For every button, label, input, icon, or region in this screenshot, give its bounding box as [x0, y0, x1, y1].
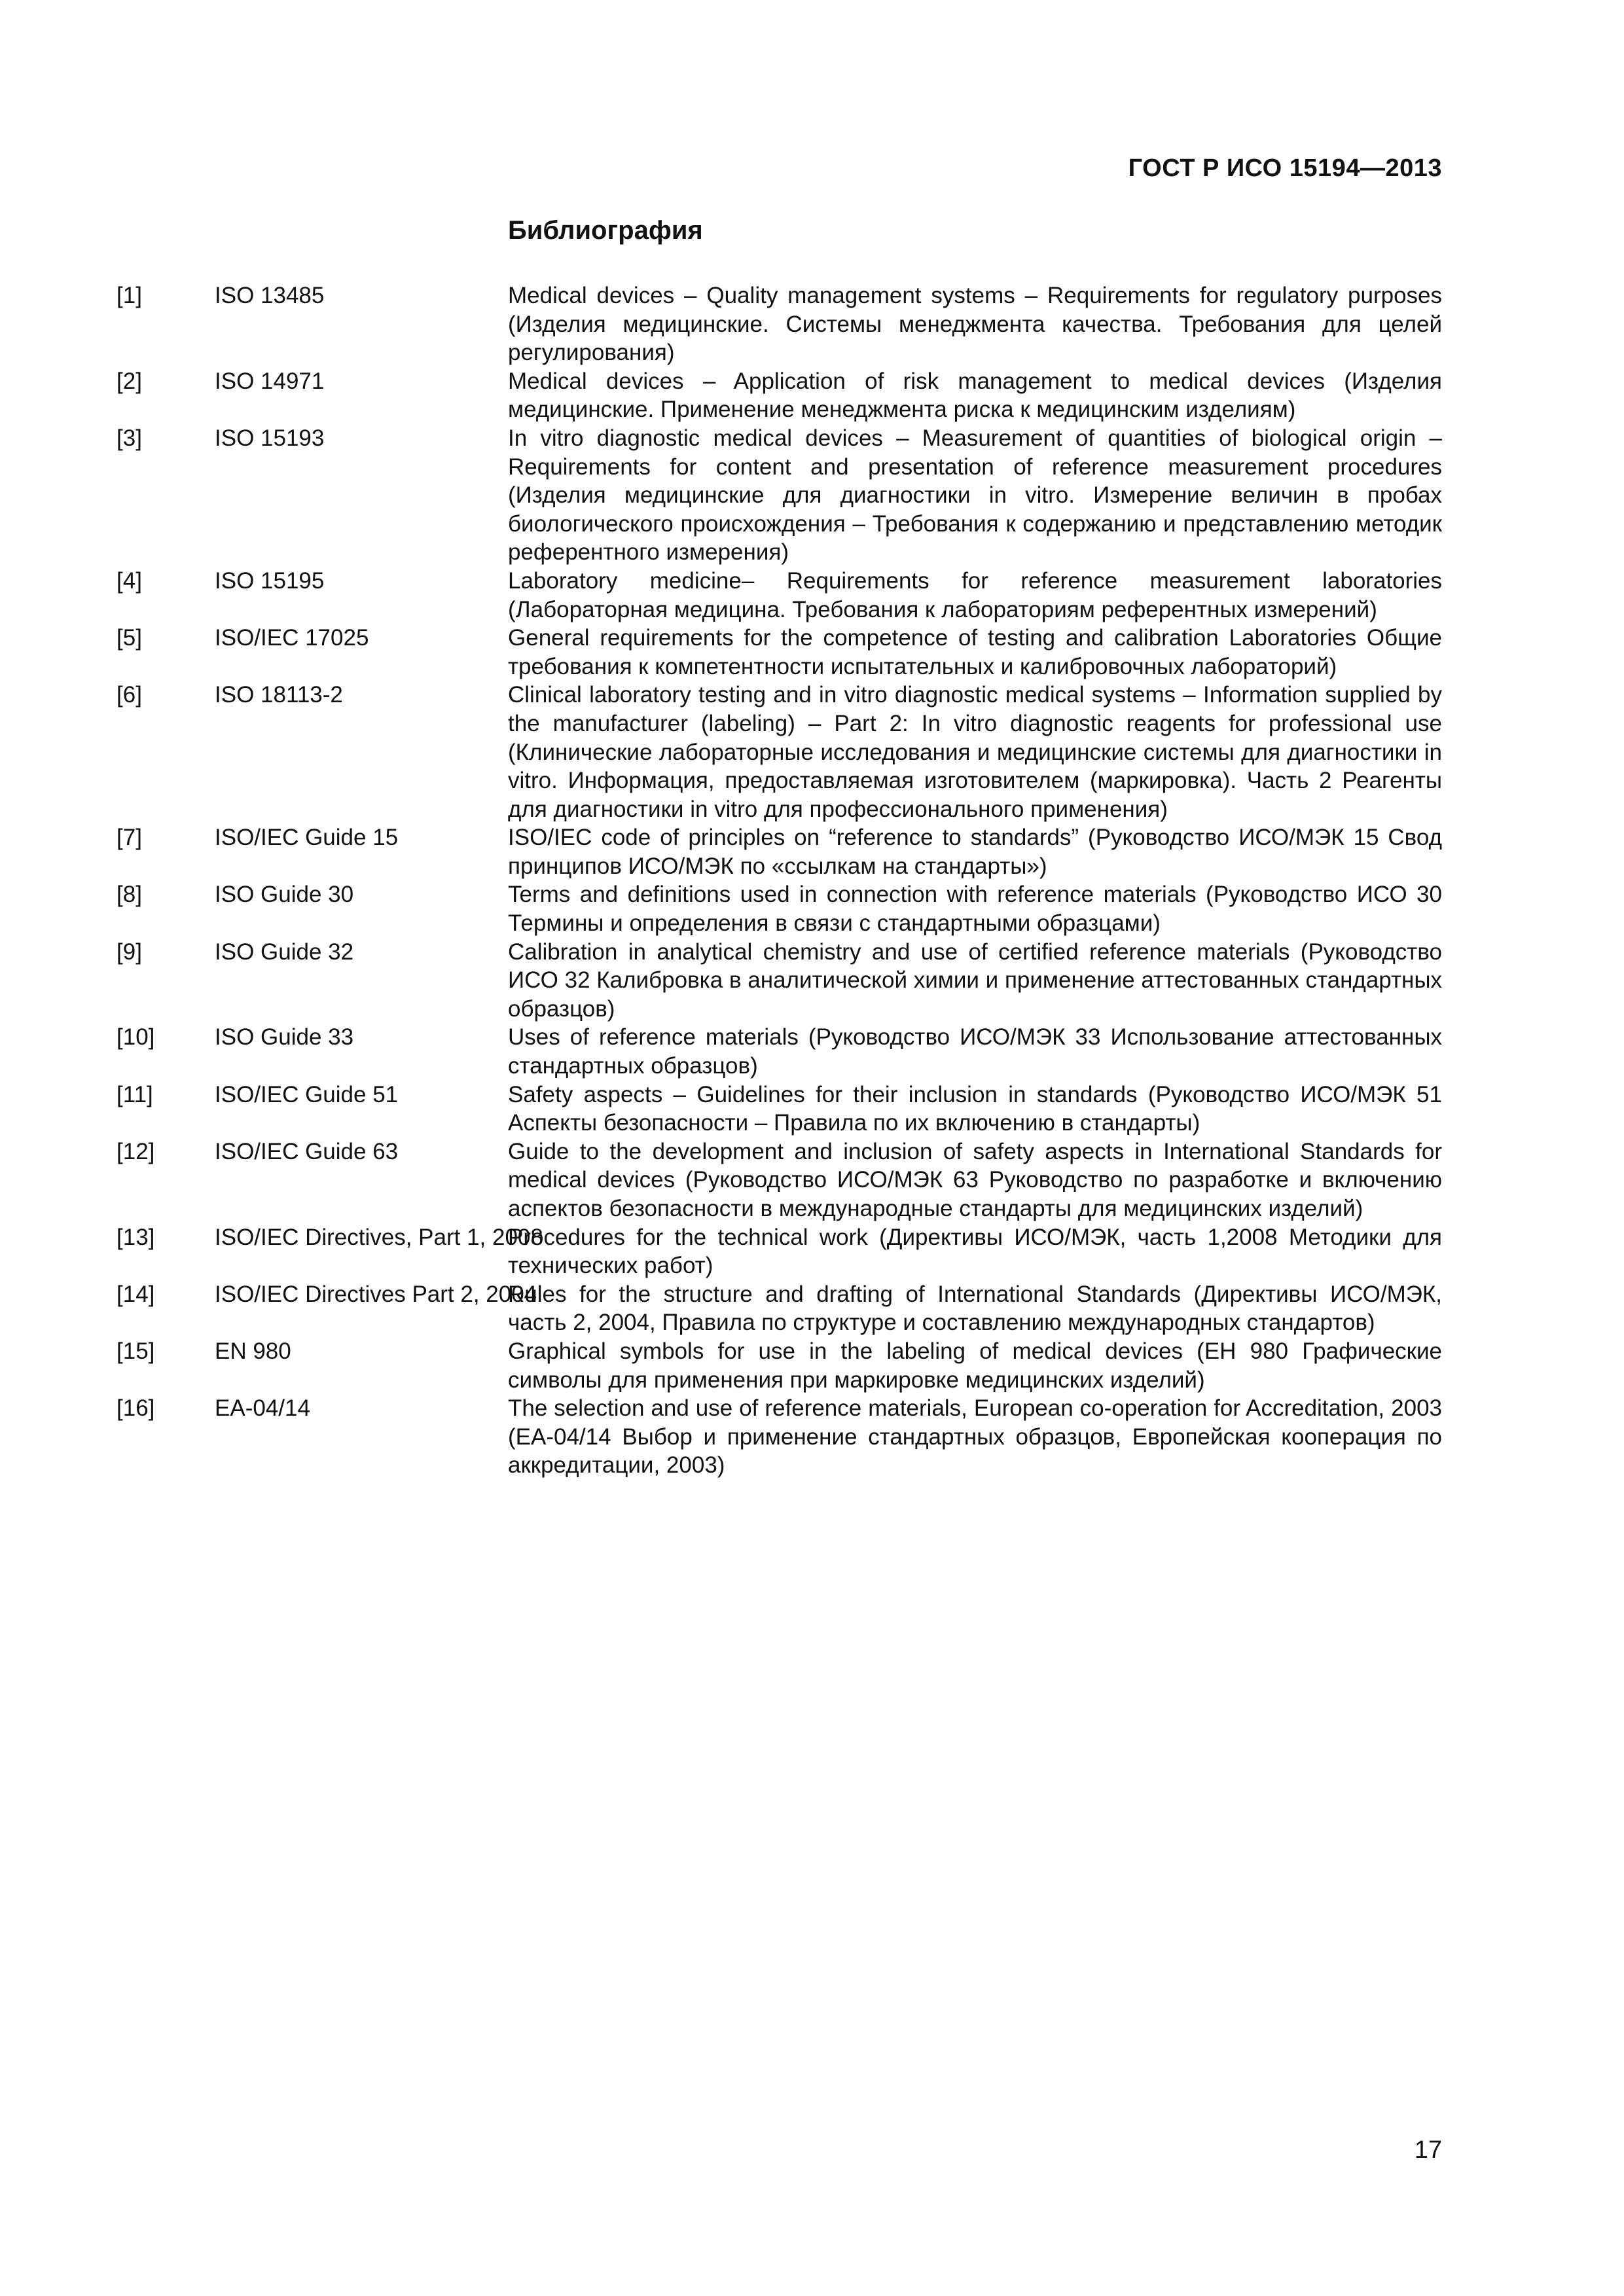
- bibliography-entry: [117, 1280, 1442, 1337]
- entry-standard-code: ISO Guide 30: [215, 882, 354, 908]
- standard-designation: ГОСТ Р ИСО 15194—2013: [1128, 154, 1442, 182]
- entry-number: [8]: [117, 882, 142, 908]
- bibliography-entry: [117, 567, 1442, 624]
- entry-title: Procedures for the technical work (Директивы ИСО/МЭК, часть 1,2008 Методики для технических работ): [508, 1224, 1442, 1279]
- bibliography-entry: [117, 367, 1442, 424]
- entry-number: [16]: [117, 1395, 155, 1422]
- entry-title: Laboratory medicine– Requirements for reference measurement laboratories (Лабораторная медицина. Требования к лабораториям референтных измерений): [508, 567, 1442, 622]
- entry-standard-code: ISO 15195: [215, 567, 325, 594]
- entry-number: [12]: [117, 1138, 155, 1164]
- entry-title: Graphical symbols for use in the labeling of medical devices (ЕН 980 Графические символы для применения при маркировке медицинских изделий): [508, 1338, 1442, 1393]
- entry-title: Safety aspects – Guidelines for their inclusion in standards (Руководство ИСО/МЭК 51 Аспекты безопасности – Правила по их включению в стандарты): [508, 1081, 1442, 1136]
- entry-number: [6]: [117, 682, 142, 708]
- bibliography-entry: [117, 1138, 1442, 1223]
- entry-title: Terms and definitions used in connection with reference materials (Руководство ИСО 30 Термины и определения в связи с стандартными образцами): [508, 882, 1442, 937]
- bibliography-entry: [117, 1023, 1442, 1080]
- entry-title: Calibration in analytical chemistry and use of certified reference materials (Руководство ИСО 32 Калибровка в аналитической химии и применение аттестованных стандартных образцов): [508, 939, 1442, 1022]
- entry-standard-code: ISO 13485: [215, 283, 325, 308]
- entry-standard-code: ISO Guide 32: [215, 939, 354, 965]
- page-number: 17: [1414, 2136, 1442, 2164]
- entry-standard-code: ISO/IEC Guide 63: [215, 1138, 399, 1164]
- entry-number: [10]: [117, 1024, 155, 1050]
- entry-number: [14]: [117, 1281, 155, 1307]
- entry-number: [4]: [117, 567, 142, 594]
- bibliography-entry: [117, 1394, 1442, 1480]
- entry-standard-code: ISO/IEC Directives, Part 1, 2008: [215, 1224, 543, 1250]
- entry-standard-code: ISO Guide 33: [215, 1024, 354, 1050]
- bibliography-entry: [117, 880, 1442, 937]
- bibliography-entry: [117, 1081, 1442, 1138]
- bibliography-entry: [117, 1337, 1442, 1394]
- entry-title: In vitro diagnostic medical devices – Measurement of quantities of biological origin – Requirements for content and presentation of reference measurement procedures (Изделия медицинские для диагностики in vitro. Измерение величин в пробах биологического происхождения – Требования к содержанию и представлению методик референтного измерения): [508, 425, 1442, 565]
- entry-number: [13]: [117, 1224, 155, 1250]
- entry-standard-code: EA-04/14: [215, 1395, 310, 1422]
- entry-title: Rules for the structure and drafting of International Standards (Директивы ИСО/МЭК, часть 2, 2004, Правила по структуре и составлению международных стандартов): [508, 1281, 1442, 1336]
- entry-standard-code: ISO 18113-2: [215, 682, 343, 708]
- entry-standard-code: ISO 15193: [215, 425, 325, 451]
- entry-number: [2]: [117, 368, 142, 394]
- bibliography-entry: [117, 1223, 1442, 1280]
- entry-title: Medical devices – Application of risk management to medical devices (Изделия медицинские. Применение менеджмента риска к медицинским изделиям): [508, 368, 1442, 423]
- entry-number: [5]: [117, 625, 142, 651]
- bibliography-list: [117, 281, 1442, 1480]
- entry-title: General requirements for the competence of testing and calibration Laboratories Общие требования к компетентности испытательных и калибровочных лабораторий): [508, 625, 1442, 679]
- entry-standard-code: ISO/IEC Directives Part 2, 2004: [215, 1281, 537, 1307]
- entry-standard-code: ISO 14971: [215, 368, 325, 394]
- entry-title: ISO/IEC code of principles on “reference to standards” (Руководство ИСО/МЭК 15 Свод принципов ИСО/МЭК по «ссылкам на стандарты»): [508, 825, 1442, 879]
- bibliography-entry: [117, 823, 1442, 880]
- entry-number: [9]: [117, 939, 142, 965]
- entry-number: [11]: [117, 1081, 153, 1107]
- entry-title: Medical devices – Quality management systems – Requirements for regulatory purposes (Изделия медицинские. Системы менеджмента качества. Требования для целей регулирования): [508, 283, 1442, 366]
- bibliography-entry: [117, 624, 1442, 681]
- entry-number: [1]: [117, 283, 142, 308]
- bibliography-entry: [117, 424, 1442, 567]
- entry-title: The selection and use of reference materials, European co-operation for Accreditation, 2003 (EA-04/14 Выбор и применение стандартных образцов, Европейская кооперация по аккредитации, 2003): [508, 1395, 1442, 1479]
- entry-standard-code: ISO/IEC Guide 15: [215, 825, 399, 851]
- bibliography-entry: [117, 938, 1442, 1024]
- entry-number: [7]: [117, 825, 142, 851]
- entry-standard-code: ISO/IEC Guide 51: [215, 1081, 399, 1107]
- bibliography-entry: [117, 681, 1442, 823]
- entry-number: [15]: [117, 1338, 155, 1364]
- entry-title: Uses of reference materials (Руководство ИСО/МЭК 33 Использование аттестованных стандартных образцов): [508, 1024, 1442, 1079]
- page-title: Библиография: [508, 216, 703, 245]
- entry-number: [3]: [117, 425, 142, 451]
- entry-standard-code: ISO/IEC 17025: [215, 625, 369, 651]
- entry-standard-code: EN 980: [215, 1338, 291, 1364]
- entry-title: Clinical laboratory testing and in vitro diagnostic medical systems – Information supplied by the manufacturer (labeling) – Part 2: In vitro diagnostic reagents for professional use (Клинические лабораторные исследования и медицинские системы для диагностики in vitro. Информация, предоставляемая изготовителем (маркировка). Часть 2 Реагенты для диагностики in vitro для профессионального применения): [508, 682, 1442, 822]
- entry-title: Guide to the development and inclusion of safety aspects in International Standards for medical devices (Руководство ИСО/МЭК 63 Руководство по разработке и включению аспектов безопасности в международные стандарты для медицинских изделий): [508, 1138, 1442, 1221]
- bibliography-entry: [117, 281, 1442, 367]
